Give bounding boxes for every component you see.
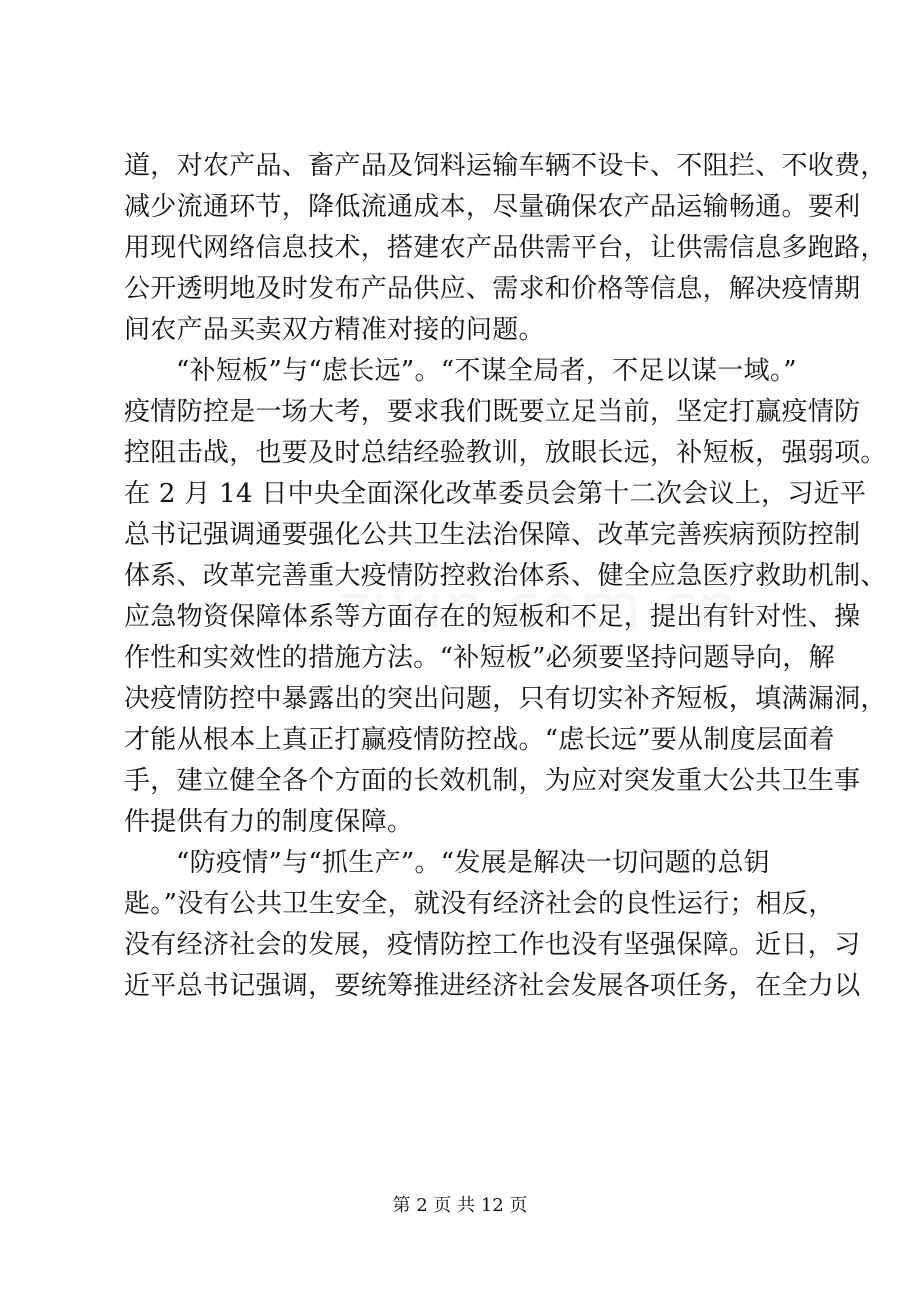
text-line: 减少流通环节，降低流通成本，尽量确保农产品运输畅通。要利 bbox=[124, 192, 861, 222]
text-line: 在 2 月 14 日中央全面深化改革委员会第十二次会议上，习近平 bbox=[124, 479, 867, 509]
text-line: 公开透明地及时发布产品供应、需求和价格等信息，解决疫情期 bbox=[124, 274, 861, 304]
text-line: 作性和实效性的措施方法。“补短板”必须要坚持问题导向，解 bbox=[124, 643, 835, 673]
text-line: 手，建立健全各个方面的长效机制，为应对突发重大公共卫生事 bbox=[124, 766, 861, 796]
text-line: 用现代网络信息技术，搭建农产品供需平台，让供需信息多跑路， bbox=[124, 233, 887, 263]
text-line: 体系、改革完善重大疫情防控救治体系、健全应急医疗救助机制、 bbox=[124, 561, 887, 591]
text-line: 近平总书记强调，要统筹推进经济社会发展各项任务，在全力以 bbox=[124, 971, 861, 1001]
text-line: 决疫情防控中暴露出的突出问题，只有切实补齐短板，填满漏洞， bbox=[124, 684, 887, 714]
text-line: 疫情防控是一场大考，要求我们既要立足当前，坚定打赢疫情防 bbox=[124, 397, 861, 427]
text-line: 没有经济社会的发展，疫情防控工作也没有坚强保障。近日，习 bbox=[124, 930, 861, 960]
text-line: 应急物资保障体系等方面存在的短板和不足，提出有针对性、操 bbox=[124, 602, 861, 632]
text-line: 控阻击战，也要及时总结经验教训，放眼长远，补短板，强弱项。 bbox=[124, 438, 887, 468]
page-number-footer: 第 2 页 共 12 页 bbox=[392, 1195, 528, 1216]
paragraph-heading: “防疫情”与“抓生产”。“发展是解决一切问题的总钥 bbox=[176, 848, 770, 878]
text-line: 总书记强调通要强化公共卫生法治保障、改革完善疾病预防控制 bbox=[124, 520, 861, 550]
paragraph-heading: “补短板”与“虑长远”。“不谋全局者，不足以谋一域。” bbox=[176, 356, 797, 386]
text-line: 才能从根本上真正打赢疫情防控战。“虑长远”要从制度层面着 bbox=[124, 725, 835, 755]
text-line: 道，对农产品、畜产品及饲料运输车辆不设卡、不阻拦、不收费， bbox=[124, 151, 887, 181]
text-line: 匙。”没有公共卫生安全，就没有经济社会的良性运行；相反， bbox=[124, 889, 835, 919]
text-line: 间农产品买卖双方精准对接的问题。 bbox=[124, 315, 545, 345]
text-line: 件提供有力的制度保障。 bbox=[124, 807, 414, 837]
